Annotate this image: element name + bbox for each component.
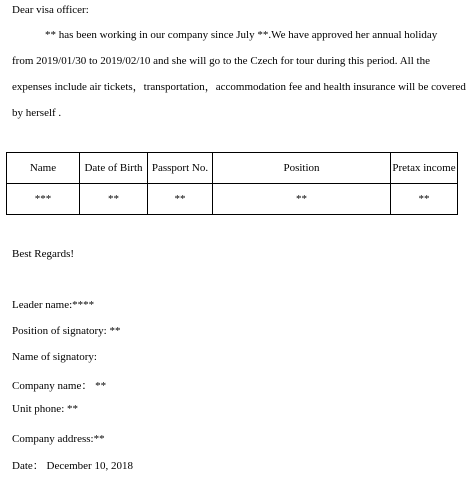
- table-cell-name: ***: [7, 184, 80, 215]
- table-cell-position: **: [213, 184, 391, 215]
- table-header-position: Position: [213, 153, 391, 184]
- letter-body-paragraph: [12, 22, 466, 126]
- table-header-passport-no: Passport No.: [148, 153, 213, 184]
- applicant-info-table: [6, 152, 458, 215]
- paragraph-line: by herself .: [12, 107, 62, 119]
- paragraph-line: expenses include air tickets，transportation，accommodation fee and health insurance will be covered: [12, 81, 466, 93]
- table-cell-date-of-birth: **: [80, 184, 148, 215]
- table-header-pretax-income: Pretax income: [391, 153, 458, 184]
- table-header-name: Name: [7, 153, 80, 184]
- company-name-line: Company name： **: [12, 380, 107, 392]
- paragraph-line: from 2019/01/30 to 2019/02/10 and she will go to the Czech for tour during this period. All the: [12, 55, 430, 67]
- leader-name-line: Leader name:****: [12, 299, 95, 311]
- table-header-row: [7, 153, 458, 184]
- table-cell-pretax-income: **: [391, 184, 458, 215]
- table-header-date-of-birth: Date of Birth: [80, 153, 148, 184]
- table-cell-passport-no: **: [148, 184, 213, 215]
- paragraph-line: ** has been working in our company since July **.We have approved her annual holiday: [45, 29, 438, 41]
- table-row: [7, 184, 458, 215]
- letter-greeting: Dear visa officer:: [12, 4, 89, 16]
- position-of-signatory-line: Position of signatory: **: [12, 325, 121, 337]
- name-of-signatory-line: Name of signatory:: [12, 351, 97, 363]
- date-line: Date： December 10, 2018: [12, 460, 133, 472]
- unit-phone-line: Unit phone: **: [12, 403, 78, 415]
- closing-line: Best Regards!: [12, 248, 75, 260]
- company-address-line: Company address:**: [12, 433, 105, 445]
